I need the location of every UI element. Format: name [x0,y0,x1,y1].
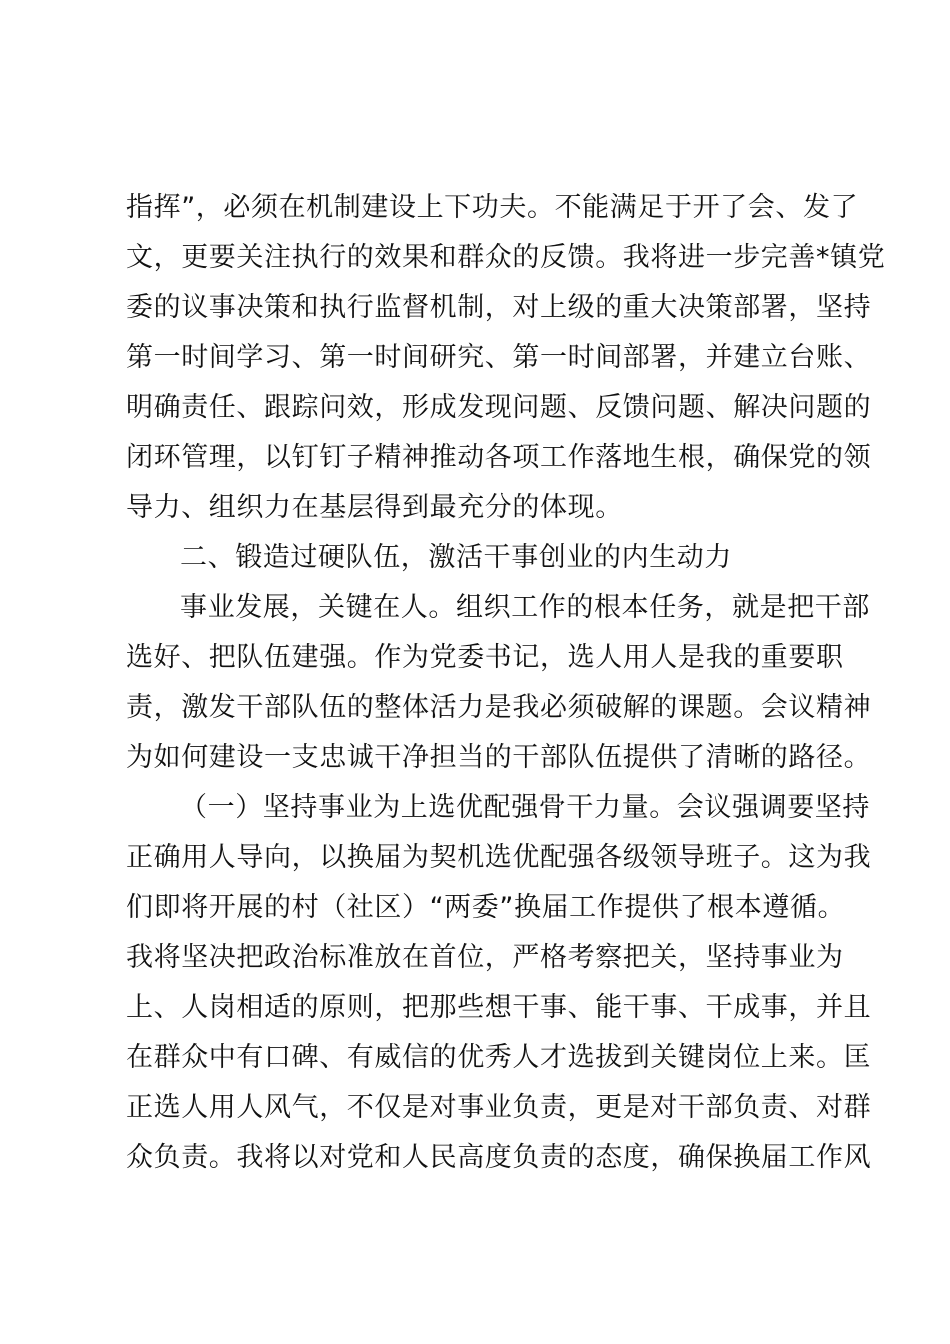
text-line: 选好、把队伍建强。作为党委书记，选人用人是我的重要职 [126,642,844,673]
text-line: 第一时间学习、第一时间研究、第一时间部署，并建立台账、 [126,342,872,373]
text-line: 正选人用人风气，不仅是对事业负责，更是对干部负责、对群 [126,1092,872,1123]
text-line: 导力、组织力在基层得到最充分的体现。 [126,492,623,523]
text-line: 事业发展，关键在人。组织工作的根本任务，就是把干部 [180,592,870,623]
text-line: 文，更要关注执行的效果和群众的反馈。我将进一步完善*镇党 [126,242,886,273]
section-heading: 二、锻造过硬队伍，激活干事创业的内生动力 [180,542,732,573]
text-line: 责，激发干部队伍的整体活力是我必须破解的课题。会议精神 [126,692,872,723]
text-line: 们即将开展的村（社区）“两委”换届工作提供了根本遵循。 [126,892,846,923]
subsection-heading-line: （一）坚持事业为上选优配强骨干力量。会议强调要坚持 [180,792,870,823]
text-line: 委的议事决策和执行监督机制，对上级的重大决策部署，坚持 [126,292,872,323]
text-line: 为如何建设一支忠诚干净担当的干部队伍提供了清晰的路径。 [126,742,872,773]
text-line: 正确用人导向，以换届为契机选优配强各级领导班子。这为我 [126,842,872,873]
document-page [126,183,886,1183]
text-line: 指挥”，必须在机制建设上下功夫。不能满足于开了会、发了 [126,192,859,223]
text-line: 众负责。我将以对党和人民高度负责的态度，确保换届工作风 [126,1142,872,1173]
text-line: 明确责任、跟踪问效，形成发现问题、反馈问题、解决问题的 [126,392,872,423]
text-line: 上、人岗相适的原则，把那些想干事、能干事、干成事，并且 [126,992,872,1023]
text-line: 在群众中有口碑、有威信的优秀人才选拔到关键岗位上来。匡 [126,1042,872,1073]
text-line: 闭环管理，以钉钉子精神推动各项工作落地生根，确保党的领 [126,442,872,473]
text-line: 我将坚决把政治标准放在首位，严格考察把关，坚持事业为 [126,942,844,973]
